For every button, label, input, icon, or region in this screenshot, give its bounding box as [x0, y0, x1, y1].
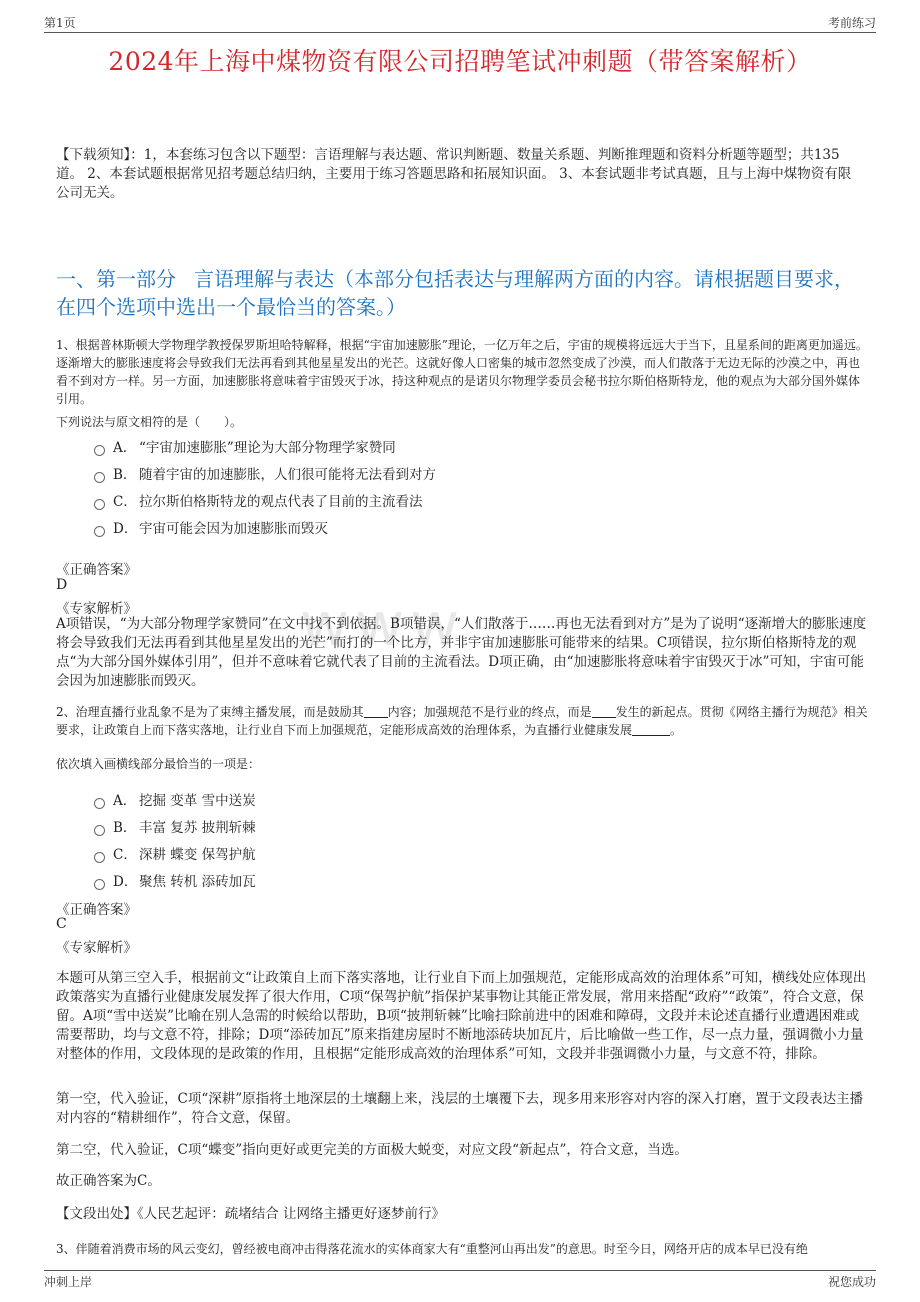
question-1-text: 1、根据普林斯顿大学物理学教授保罗斯坦哈特解释，根据“宇宙加速膨胀”理论，一亿万年之后，宇宙的规模将远远大于当下，且星系间的距离更加遥远。逐渐增大的膨胀速度将会导致我们无法再看到其他星星发出的光芒。这就好像人口密集的城市忽然变成了沙漠，而人们散落于无边无际的沙漠之中，再也看不到对方一样。另一方面，加速膨胀将意味着宇宙毁灭于冰，持这种观点的是诺贝尔物理学委员会秘书拉尔斯伯格斯特龙，他的观点为大部分国外媒体引用。 — [56, 338, 868, 406]
question-2-analysis-4: 故正确答案为C。 — [56, 1173, 161, 1189]
correct-answer: C — [56, 916, 67, 932]
question-1-analysis: A项错误，“为大部分物理学家赞同”在文中找不到依据。B项错误，“人们散落于……再也无法看到对方”是为了说明“逐渐增大的膨胀速度将会导致我们无法再看到其他星星发出的光芒”而打的一个比方，并非宇宙加速膨胀可能带来的结果。C项错误，拉尔斯伯格斯特龙的观点“为大部分国外媒体引用”，但并不意味着它就代表了目前的主流看法。D项正确，由“加速膨胀将意味着宇宙毁灭于冰”可知，宇宙可能会因为加速膨胀而毁灭。 — [56, 616, 867, 689]
section-heading — [56, 265, 864, 321]
page-header — [44, 12, 876, 33]
question-2-stem: 依次填入画横线部分最恰当的一项是： — [56, 757, 261, 771]
option-b[interactable]: B． 随着宇宙的加速膨胀，人们很可能将无法看到对方 — [94, 463, 436, 483]
radio-icon[interactable] — [94, 825, 105, 836]
download-notice: 【下载须知】：1，本套练习包含以下题型：言语理解与表达题、常识判断题、数量关系题、判断推理题和资料分析题等题型；共135道。 2、本套试题根据常见招考题总结归纳，主要用于练习答题思路和拓展知识面。 3、本套试题非考试真题，且与上海中煤物资有限公司无关。 — [56, 147, 852, 201]
radio-icon[interactable] — [94, 798, 105, 809]
section-part: 一、第一部分 — [56, 267, 176, 291]
radio-icon[interactable] — [94, 852, 105, 863]
footer-right: 祝您成功 — [827, 1275, 876, 1289]
question-2-text: 2、治理直播行业乱象不是为了束缚主播发展，而是鼓励其 内容；加强规范不是行业的终点，而是 发生的新起点。贯彻《网络主播行为规范》相关要求，让政策自上而下落实落地，让行业自下而上加强规范，定能形成高效的治理体系，为直播行业健康发展 。 — [56, 705, 868, 737]
question-3-text: 3、伴随着消费市场的风云变幻，曾经被电商冲击得落花流水的实体商家大有“重整河山再出发”的意思。时至今日，网络开店的成本早已没有绝 — [56, 1242, 808, 1256]
option-a[interactable]: A． 挖掘 变革 雪中送炭 — [94, 789, 256, 809]
section-title-text: 言语理解与表达（本部分包括表达与理解两方面的内容。请根据题目要求，在四个选项中选出一个最恰当的答案。） — [56, 267, 854, 319]
correct-answer: D — [56, 577, 68, 593]
option-b[interactable]: B． 丰富 复苏 披荆斩棘 — [94, 816, 256, 836]
page-number: 第1页 — [44, 16, 76, 30]
answer-label: 《正确答案》 — [56, 562, 137, 578]
document-title: 2024年上海中煤物资有限公司招聘笔试冲刺题（带答案解析） — [108, 47, 812, 76]
blank-2 — [592, 705, 616, 718]
page-footer — [44, 1270, 876, 1291]
analysis-label: 《专家解析》 — [56, 940, 137, 956]
question-1-stem: 下列说法与原文相符的是（ ）。 — [56, 415, 243, 429]
option-a[interactable]: A． “宇宙加速膨胀”理论为大部分物理学家赞同 — [94, 436, 396, 456]
blank-1 — [364, 705, 388, 718]
footer-left: 冲刺上岸 — [44, 1275, 93, 1289]
question-2-analysis-1: 本题可从第三空入手，根据前文“让政策自上而下落实落地，让行业自下而上加强规范，定能形成高效的治理体系”可知，横线处应体现出政策落实为直播行业健康发展发挥了很大作用，C项“保驾护航”指保护某事物让其能正常发展，常用来搭配“政府”“政策”，符合文意，保留。A项“雪中送炭”比喻在别人急需的时候给以帮助，B项“披荆斩棘”比喻扫除前进中的困难和障碍，文段并未论述直播行业遭遇困难或需要帮助，均与文意不符，排除；D项“添砖加瓦”原来指建房屋时不断地添砖块加瓦片，后比喻做一些工作，尽一点力量，强调微小力量对整体的作用，文段体现的是政策的作用，且根据“定能形成高效的治理体系”可知，文段并非强调微小力量，与文意不符，排除。 — [56, 970, 867, 1062]
option-d[interactable]: D． 聚焦 转机 添砖加瓦 — [94, 870, 256, 890]
radio-icon[interactable] — [94, 472, 105, 483]
option-d[interactable]: D． 宇宙可能会因为加速膨胀而毁灭 — [94, 517, 328, 537]
analysis-label: 《专家解析》 — [56, 601, 137, 617]
question-2-analysis-2: 第一空，代入验证，C项“深耕”原指将土地深层的土壤翻上来，浅层的土壤覆下去，现多用来形容对内容的深入打磨，置于文段表达主播对内容的“精耕细作”，符合文意，保留。 — [56, 1091, 864, 1126]
question-2-source: 【文段出处】《人民艺起评：疏堵结合 让网络主播更好逐梦前行》 — [56, 1206, 446, 1222]
blank-3 — [632, 723, 670, 736]
radio-icon[interactable] — [94, 879, 105, 890]
watermark: www — [300, 590, 466, 660]
radio-icon[interactable] — [94, 526, 105, 537]
radio-icon[interactable] — [94, 445, 105, 456]
answer-label: 《正确答案》 — [56, 902, 137, 918]
radio-icon[interactable] — [94, 499, 105, 510]
question-2-analysis-3: 第二空，代入验证，C项“蝶变”指向更好或更完美的方面极大蜕变，对应文段“新起点”，符合文意，当选。 — [56, 1142, 688, 1158]
header-label: 考前练习 — [827, 16, 876, 30]
option-c[interactable]: C． 拉尔斯伯格斯特龙的观点代表了目前的主流看法 — [94, 490, 423, 510]
option-c[interactable]: C． 深耕 蝶变 保驾护航 — [94, 843, 256, 863]
